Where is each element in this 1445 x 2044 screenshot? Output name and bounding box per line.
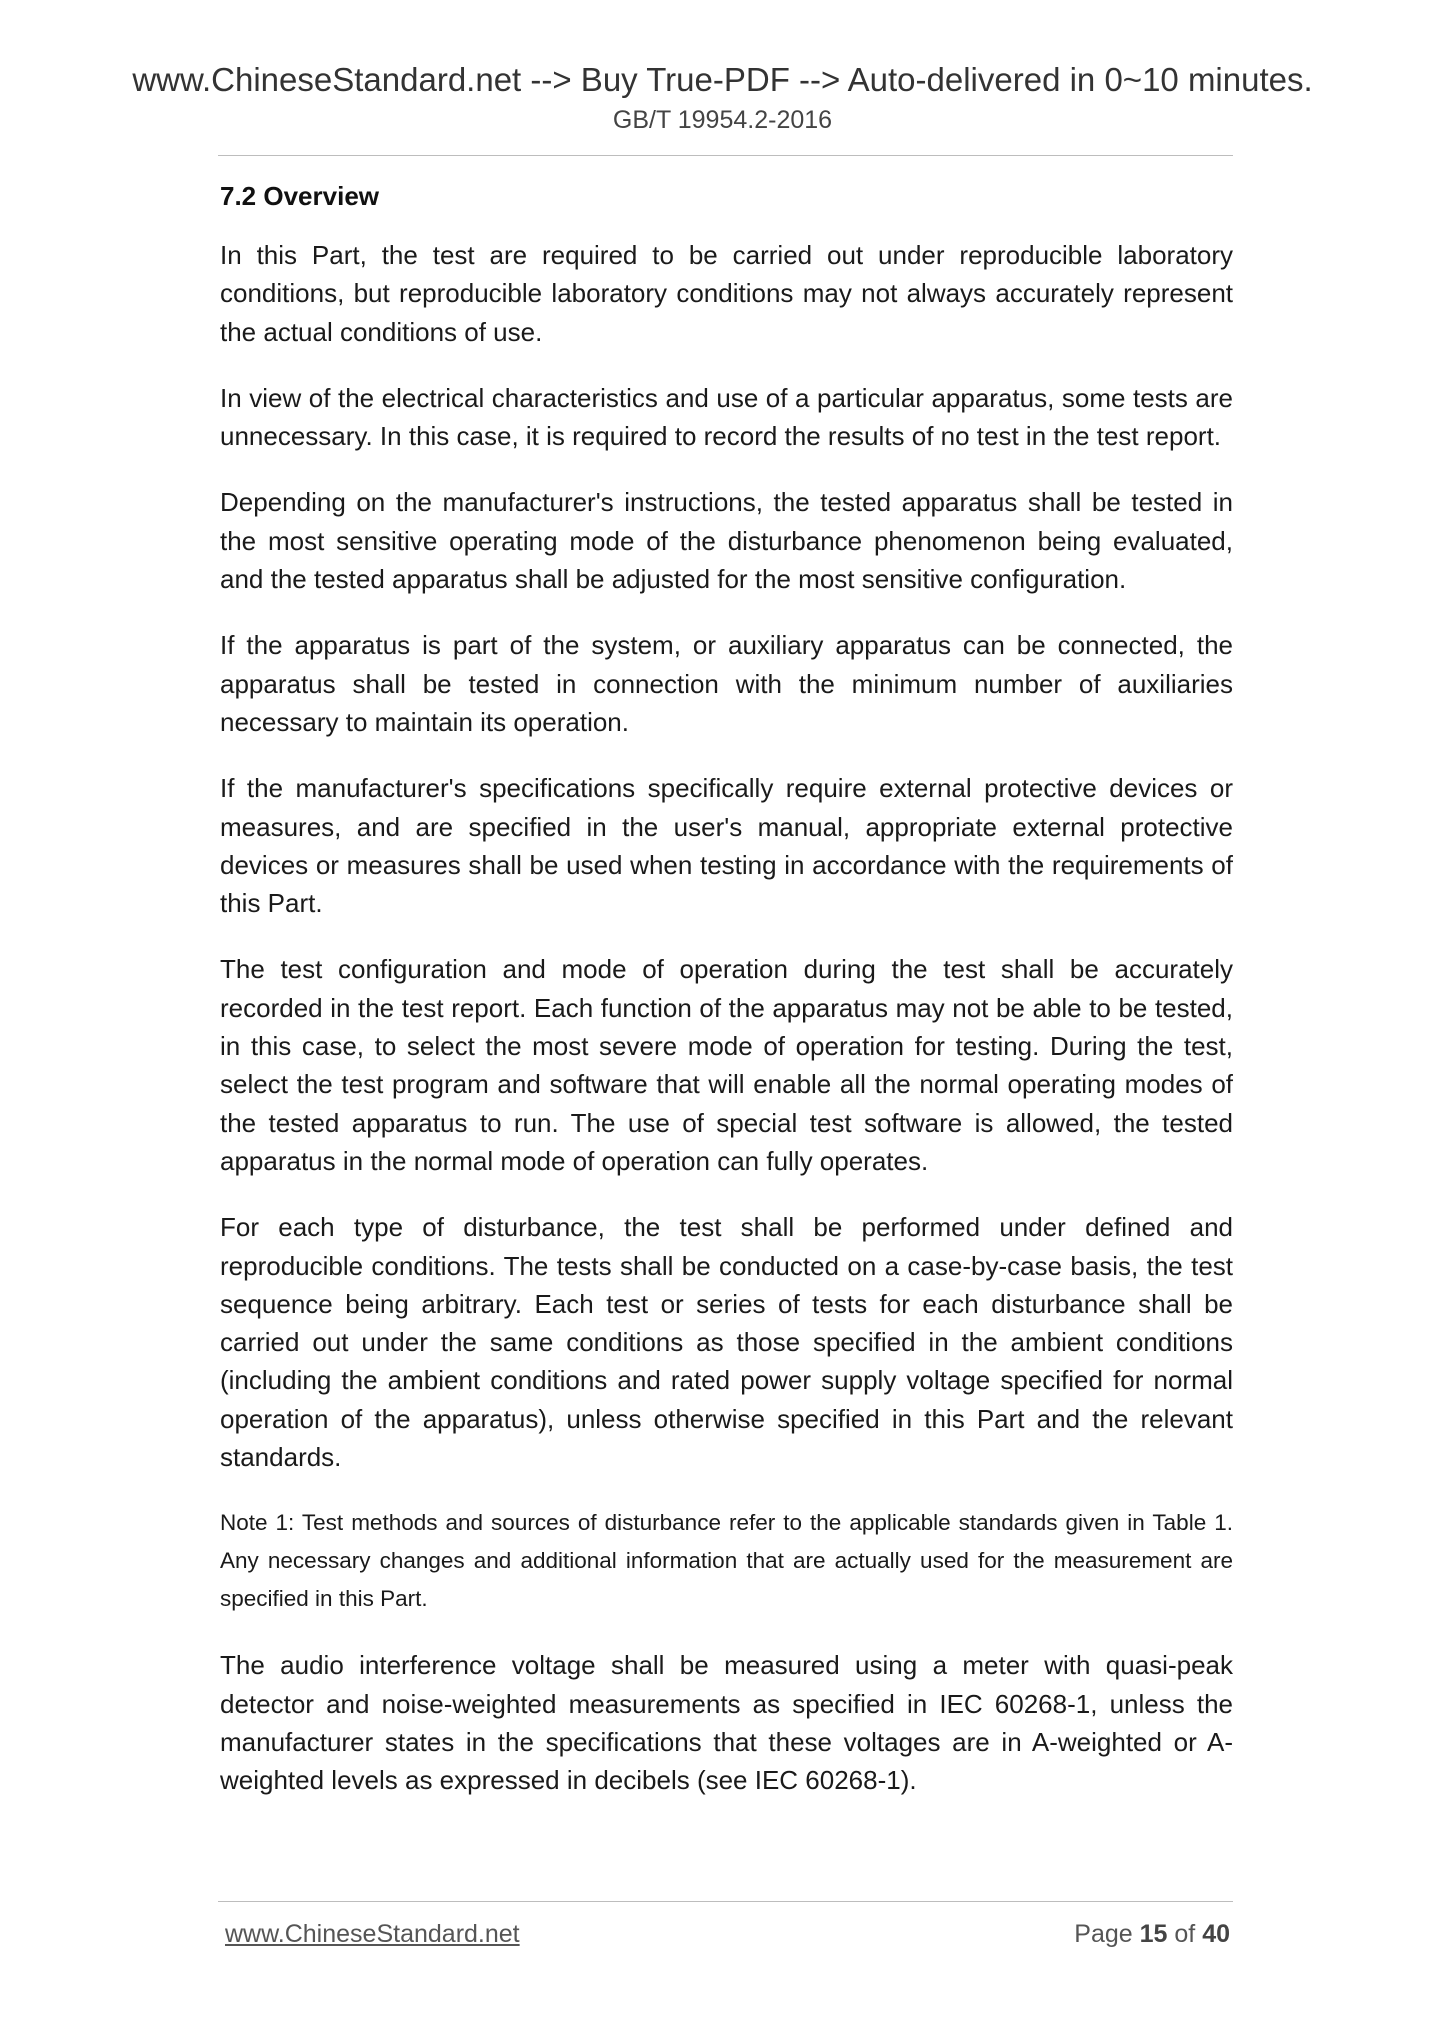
page-header bbox=[0, 60, 1445, 136]
page-of: of bbox=[1174, 1920, 1196, 1948]
paragraph-4: If the apparatus is part of the system, or auxiliary apparatus can be connected, the apparatus shall be tested in connection with the minimum number of auxiliaries necessary to maintain its operation. bbox=[220, 630, 1233, 737]
page-prefix: Page bbox=[1074, 1920, 1133, 1948]
page-footer bbox=[225, 1920, 1230, 1960]
header-divider bbox=[218, 155, 1233, 156]
paragraph-2: In view of the electrical characteristics and use of a particular apparatus, some tests are unnecessary. In this case, it is required to record the results of no test in the test report. bbox=[220, 382, 1233, 452]
paragraph-3: Depending on the manufacturer's instructions, the tested apparatus shall be tested in the most sensitive operating mode of the disturbance phenomenon being evaluated, and the tested apparatus shall be adjusted for the most sensitive configuration. bbox=[220, 487, 1233, 595]
page-current: 15 bbox=[1139, 1920, 1168, 1948]
paragraph-8: The audio interference voltage shall be measured using a meter with quasi-peak detector and noise-weighted measurements as specified in IEC 60268-1, unless the manufacturer states in the specifications that these voltages are in A-weighted or A-weighted levels as expressed in decibels (see IEC 60268-1). bbox=[220, 1650, 1233, 1796]
page-total: 40 bbox=[1202, 1920, 1230, 1948]
paragraph-5: If the manufacturer's specifications specifically require external protective devices or measures, and are specified in the user's manual, appropriate external protective devices or measures shall be used when testing in accordance with the requirements of this Part. bbox=[220, 773, 1233, 919]
paragraph-6: The test configuration and mode of operation during the test shall be accurately recorded in the test report. Each function of the apparatus may not be able to be tested, in this case, to select the most severe mode of operation for testing. During the test, select the test program and software that will enable all the normal operating modes of the tested apparatus to run. The use of special test software is allowed, the tested apparatus in the normal mode of operation can fully operates. bbox=[220, 954, 1233, 1176]
main-content bbox=[220, 178, 1233, 1828]
page-number bbox=[1074, 1920, 1230, 1949]
section-heading: 7.2 Overview bbox=[220, 181, 379, 211]
paragraph-7: For each type of disturbance, the test shall be performed under defined and reproducible conditions. The tests shall be conducted on a case-by-case basis, the test sequence being arbitrary. Each test or series of tests for each disturbance shall be carried out under the same conditions as those specified in the ambient conditions (including the ambient conditions and rated power supply voltage specified for normal operation of the apparatus), unless otherwise specified in this Part and the relevant standards. bbox=[220, 1212, 1233, 1473]
note-1: Note 1: Test methods and sources of disturbance refer to the applicable standards given in Table 1. Any necessary changes and additional information that are actually used for the measurement are specified in this Part. bbox=[220, 1510, 1233, 1612]
footer-divider bbox=[218, 1901, 1233, 1902]
footer-website-link[interactable]: www.ChineseStandard.net bbox=[225, 1920, 520, 1948]
paragraph-1: In this Part, the test are required to be carried out under reproducible laboratory conditions, but reproducible laboratory conditions may not always accurately represent the actual conditions of use. bbox=[220, 240, 1233, 347]
standard-code: GB/T 19954.2-2016 bbox=[612, 106, 833, 134]
header-banner: www.ChineseStandard.net --> Buy True-PDF --> Auto-delivered in 0~10 minutes. bbox=[132, 61, 1313, 98]
